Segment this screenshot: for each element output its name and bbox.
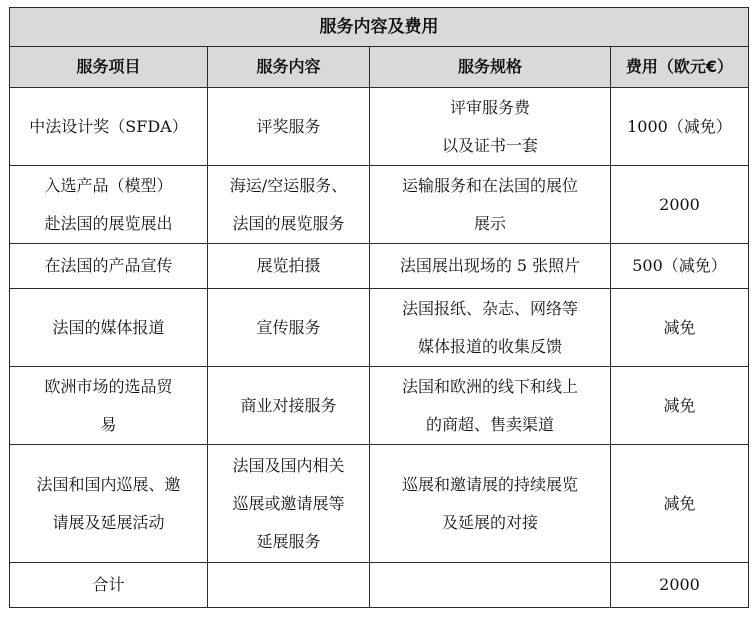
total-row bbox=[10, 563, 749, 608]
cell-empty bbox=[208, 563, 370, 608]
cell-text: 请展及延展活动 bbox=[52, 512, 165, 532]
cell-content bbox=[208, 367, 370, 445]
table-title: 服务内容及费用 bbox=[10, 8, 749, 47]
cell-item bbox=[10, 445, 208, 563]
cell-item bbox=[10, 166, 208, 244]
cell-text: 展览拍摄 bbox=[256, 256, 321, 275]
cell-spec bbox=[370, 166, 611, 244]
cell-text: 易 bbox=[100, 414, 117, 434]
cell-text: 法国的媒体报道 bbox=[52, 317, 165, 337]
cell-text: 欧洲市场的选品贸 bbox=[44, 376, 173, 396]
cell-text: 延展服务 bbox=[256, 531, 321, 551]
cell-text: 的商超、售卖渠道 bbox=[425, 414, 554, 434]
cell-text: 法国和国内巡展、邀 bbox=[36, 474, 181, 494]
cell-fee: 1000（减免） bbox=[611, 88, 749, 166]
cell-text: 展示 bbox=[473, 213, 506, 233]
header-service-item: 服务项目 bbox=[10, 47, 208, 88]
table-row bbox=[10, 88, 749, 166]
total-label: 合计 bbox=[10, 563, 208, 608]
cell-text: 法国和欧洲的线下和线上 bbox=[401, 376, 578, 396]
cell-text: 海运/空运服务、 bbox=[229, 175, 348, 195]
table-row bbox=[10, 166, 749, 244]
header-service-content: 服务内容 bbox=[208, 47, 370, 88]
cell-fee: 减免 bbox=[611, 289, 749, 367]
table-row bbox=[10, 244, 749, 289]
cell-spec bbox=[370, 445, 611, 563]
cell-text: 法国报纸、杂志、网络等 bbox=[401, 298, 578, 318]
cell-item bbox=[10, 367, 208, 445]
cell-item bbox=[10, 88, 208, 166]
cell-content bbox=[208, 88, 370, 166]
cell-content bbox=[208, 244, 370, 289]
cell-fee: 500（减免） bbox=[611, 244, 749, 289]
table-row bbox=[10, 367, 749, 445]
cell-spec bbox=[370, 88, 611, 166]
cell-text: 媒体报道的收集反馈 bbox=[417, 336, 562, 356]
header-row bbox=[10, 47, 749, 88]
cell-text: 法国的展览服务 bbox=[232, 213, 345, 233]
cell-item bbox=[10, 244, 208, 289]
cell-text: 宣传服务 bbox=[256, 317, 321, 337]
cell-text: 入选产品（模型） bbox=[44, 175, 173, 195]
cell-content bbox=[208, 445, 370, 563]
cell-text: 及延展的对接 bbox=[441, 512, 538, 532]
cell-item bbox=[10, 289, 208, 367]
cell-text: 巡展或邀请展等 bbox=[232, 493, 345, 513]
cell-content bbox=[208, 166, 370, 244]
cell-empty bbox=[370, 563, 611, 608]
cell-text: 法国及国内相关 bbox=[232, 455, 345, 475]
total-fee: 2000 bbox=[611, 563, 749, 608]
cell-fee: 2000 bbox=[611, 166, 749, 244]
cell-text: 评审服务费 bbox=[449, 97, 530, 117]
cell-fee: 减免 bbox=[611, 367, 749, 445]
cell-text: 在法国的产品宣传 bbox=[44, 256, 173, 275]
cell-text: 以及证书一套 bbox=[441, 135, 538, 155]
fee-table bbox=[9, 7, 749, 608]
cell-fee: 减免 bbox=[611, 445, 749, 563]
cell-content bbox=[208, 289, 370, 367]
table-row bbox=[10, 445, 749, 563]
cell-text: 运输服务和在法国的展位 bbox=[401, 175, 578, 195]
cell-text: 中法设计奖（SFDA） bbox=[29, 116, 188, 136]
cell-text: 赴法国的展览展出 bbox=[44, 213, 173, 233]
cell-text: 法国展出现场的 5 张照片 bbox=[399, 256, 581, 275]
header-fee: 费用（欧元€） bbox=[611, 47, 749, 88]
cell-text: 评奖服务 bbox=[256, 116, 321, 136]
header-service-spec: 服务规格 bbox=[370, 47, 611, 88]
table-row bbox=[10, 289, 749, 367]
cell-spec bbox=[370, 289, 611, 367]
cell-text: 巡展和邀请展的持续展览 bbox=[401, 474, 578, 494]
cell-text: 商业对接服务 bbox=[240, 395, 337, 415]
cell-spec bbox=[370, 244, 611, 289]
cell-spec bbox=[370, 367, 611, 445]
